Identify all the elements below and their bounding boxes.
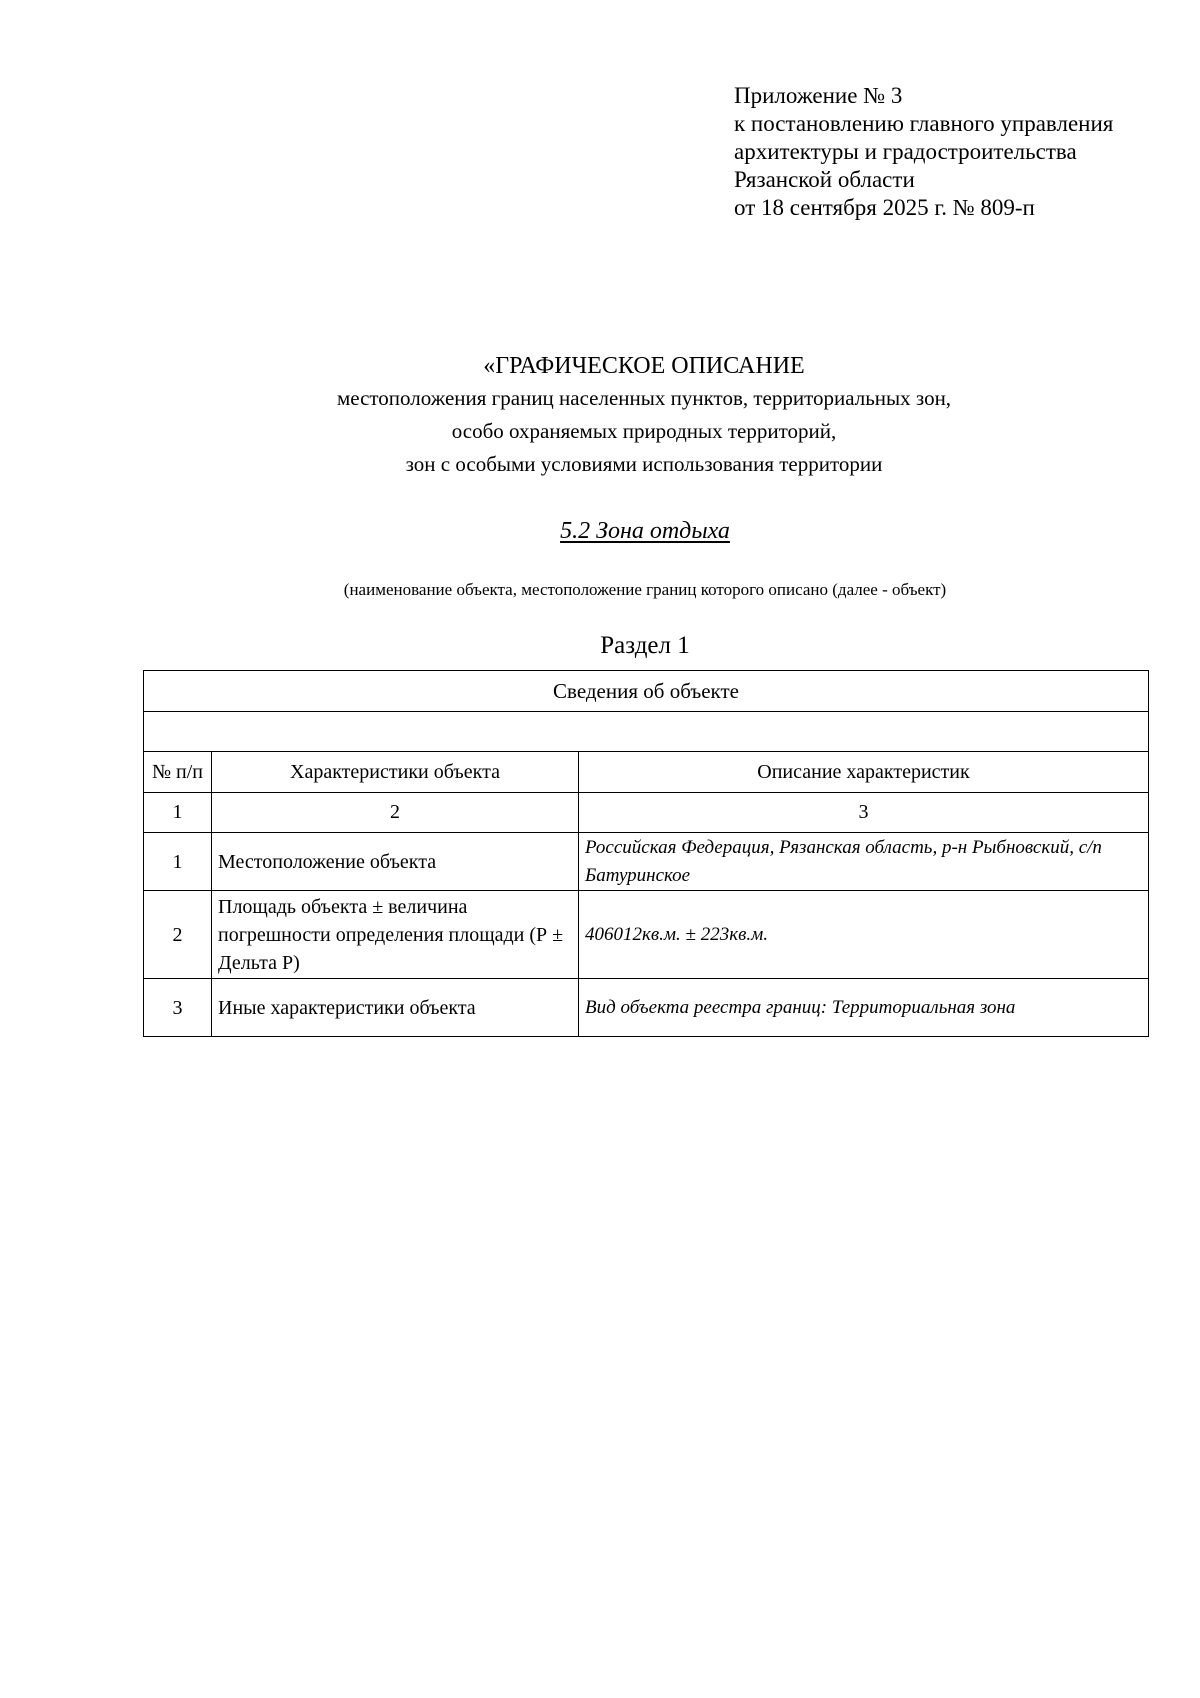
table-header: Сведения об объекте [144,671,1149,712]
column-header: Описание характеристик [579,752,1149,793]
row-description: Российская Федерация, Рязанская область, р-н Рыбновский, с/п Батуринское [579,833,1149,891]
appendix-line: архитектуры и градостроительства [734,139,1077,164]
table-empty-row [144,712,1149,752]
column-header: Характеристики объекта [212,752,579,793]
object-info-table [143,670,1149,1037]
column-number: 1 [144,793,212,833]
table-row [144,979,1149,1037]
appendix-line: к постановлению главного управления [734,111,1114,136]
title-main: «ГРАФИЧЕСКОЕ ОПИСАНИЕ [483,353,805,379]
row-number: 3 [144,979,212,1037]
section-heading: Раздел 1 [600,632,690,659]
appendix-block [734,82,1113,222]
column-header: № п/п [144,752,212,793]
column-number: 2 [212,793,579,833]
row-characteristic: Местоположение объекта [212,833,579,891]
appendix-line: Рязанской области [734,167,915,192]
document-title [0,352,1200,481]
appendix-line: от 18 сентября 2025 г. № 809-п [734,195,1035,220]
title-line: местоположения границ населенных пунктов, территориальных зон, [336,386,952,410]
column-header-row [144,752,1149,793]
column-number: 3 [579,793,1149,833]
object-name: 5.2 Зона отдыха [560,518,730,544]
row-characteristic: Иные характеристики объекта [212,979,579,1037]
row-number: 1 [144,833,212,891]
title-line: зон с особыми условиями использования территории [405,452,883,476]
row-number: 2 [144,891,212,979]
title-line: особо охраняемых природных территорий, [451,419,837,443]
appendix-line: Приложение № 3 [734,83,903,108]
empty-cell [144,712,1149,752]
column-number-row [144,793,1149,833]
table-header-row [144,671,1149,712]
row-description: 406012кв.м. ± 223кв.м. [579,891,1149,979]
object-caption: (наименование объекта, местоположение границ которого описано (далее - объект) [343,580,947,599]
table-row [144,833,1149,891]
table-row [144,891,1149,979]
row-characteristic: Площадь объекта ± величина погрешности определения площади (Р ± Дельта Р) [212,891,579,979]
row-description: Вид объекта реестра границ: Территориальная зона [579,979,1149,1037]
